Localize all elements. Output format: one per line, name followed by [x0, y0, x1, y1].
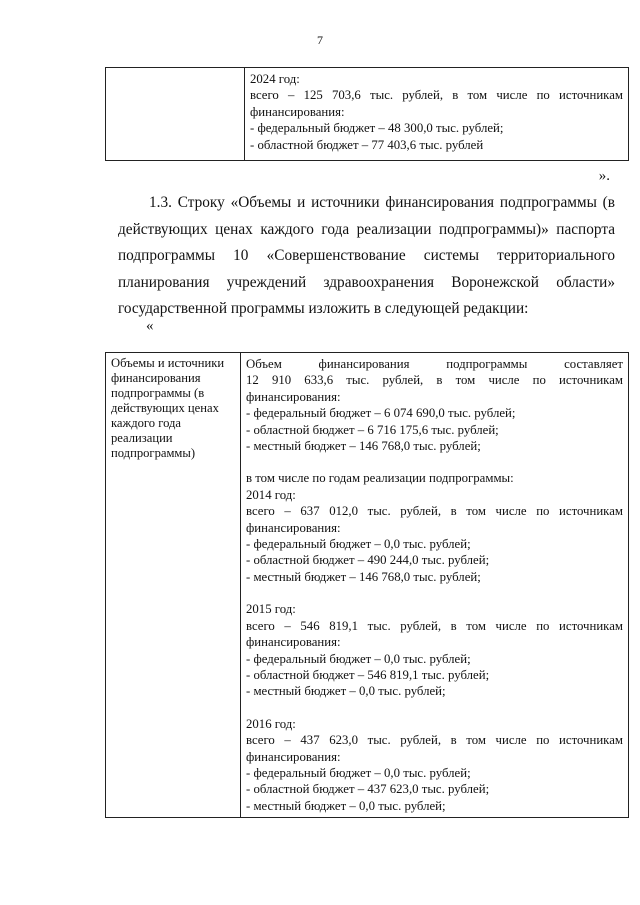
- regional-budget-line: - областной бюджет – 77 403,6 тыс. рублей: [250, 137, 484, 152]
- year-label: 2014 год:: [246, 487, 296, 502]
- local-budget-line: - местный бюджет – 0,0 тыс. рублей;: [246, 684, 446, 699]
- year-label: 2016 год:: [246, 716, 296, 731]
- sources-line: финансирования:: [250, 104, 345, 119]
- paragraph-line: планирования учреждений здравоохранения Воронежской области»: [118, 273, 615, 291]
- year-2024-cell: [245, 68, 629, 161]
- sources-line: финансирования:: [246, 749, 341, 764]
- sources-line: финансирования:: [246, 520, 341, 535]
- paragraph-line: 1.3. Строку «Объемы и источники финансирования подпрограммы (в: [149, 194, 615, 211]
- summary-line: финансирования:: [246, 389, 341, 404]
- paragraph-line: действующих ценах каждого года реализации подпрограммы)» паспорта: [118, 220, 615, 238]
- year-label: 2024 год:: [250, 72, 300, 86]
- local-budget-line: - местный бюджет – 146 768,0 тыс. рублей;: [246, 569, 481, 584]
- sources-line: финансирования:: [246, 635, 341, 650]
- amendment-paragraph: [118, 190, 615, 323]
- year-label: 2015 год:: [246, 602, 296, 617]
- federal-budget-line: - федеральный бюджет – 0,0 тыс. рублей;: [246, 537, 471, 552]
- federal-budget-line: - федеральный бюджет – 48 300,0 тыс. рублей;: [250, 121, 504, 136]
- financing-table: [105, 352, 629, 818]
- financing-content-cell: [241, 353, 629, 818]
- total-line: всего – 125 703,6 тыс. рублей, в том числе по источникам: [250, 88, 623, 103]
- by-years-intro: в том числе по годам реализации подпрограммы:: [246, 471, 514, 486]
- summary-line: 12 910 633,6 тыс. рублей, в том числе по источникам: [246, 373, 623, 388]
- federal-budget-line: - федеральный бюджет – 0,0 тыс. рублей;: [246, 765, 471, 780]
- regional-budget-line: - областной бюджет – 6 716 175,6 тыс. рублей;: [246, 422, 499, 437]
- local-budget-line: - местный бюджет – 0,0 тыс. рублей;: [246, 798, 446, 813]
- empty-label-cell: [106, 68, 245, 161]
- total-line: всего – 437 623,0 тыс. рублей, в том числе по источникам: [246, 733, 623, 748]
- previous-table-fragment: [105, 67, 629, 161]
- summary-line: Объем финансирования подпрограммы составляет: [246, 357, 623, 371]
- total-line: всего – 637 012,0 тыс. рублей, в том числе по источникам: [246, 504, 623, 519]
- federal-budget-line: - федеральный бюджет – 0,0 тыс. рублей;: [246, 651, 471, 666]
- page-number: 7: [317, 33, 323, 47]
- total-line: всего – 546 819,1 тыс. рублей, в том числе по источникам: [246, 618, 623, 633]
- local-budget-line: - местный бюджет – 146 768,0 тыс. рублей;: [246, 439, 481, 454]
- opening-quote: «: [146, 318, 154, 334]
- federal-budget-line: - федеральный бюджет – 6 074 690,0 тыс. рублей;: [246, 406, 516, 421]
- paragraph-line: подпрограммы 10 «Совершенствование системы территориального: [118, 247, 615, 264]
- regional-budget-line: - областной бюджет – 546 819,1 тыс. рублей;: [246, 667, 490, 682]
- regional-budget-line: - областной бюджет – 490 244,0 тыс. рублей;: [246, 553, 490, 568]
- regional-budget-line: - областной бюджет – 437 623,0 тыс. рублей;: [246, 782, 490, 797]
- financing-label-cell: Объемы и источники финансирования подпрограммы (в действующих ценах каждого года реализации подпрограммы): [106, 353, 241, 818]
- closing-quote: ».: [598, 168, 610, 184]
- paragraph-line: государственной программы изложить в следующей редакции:: [118, 300, 529, 317]
